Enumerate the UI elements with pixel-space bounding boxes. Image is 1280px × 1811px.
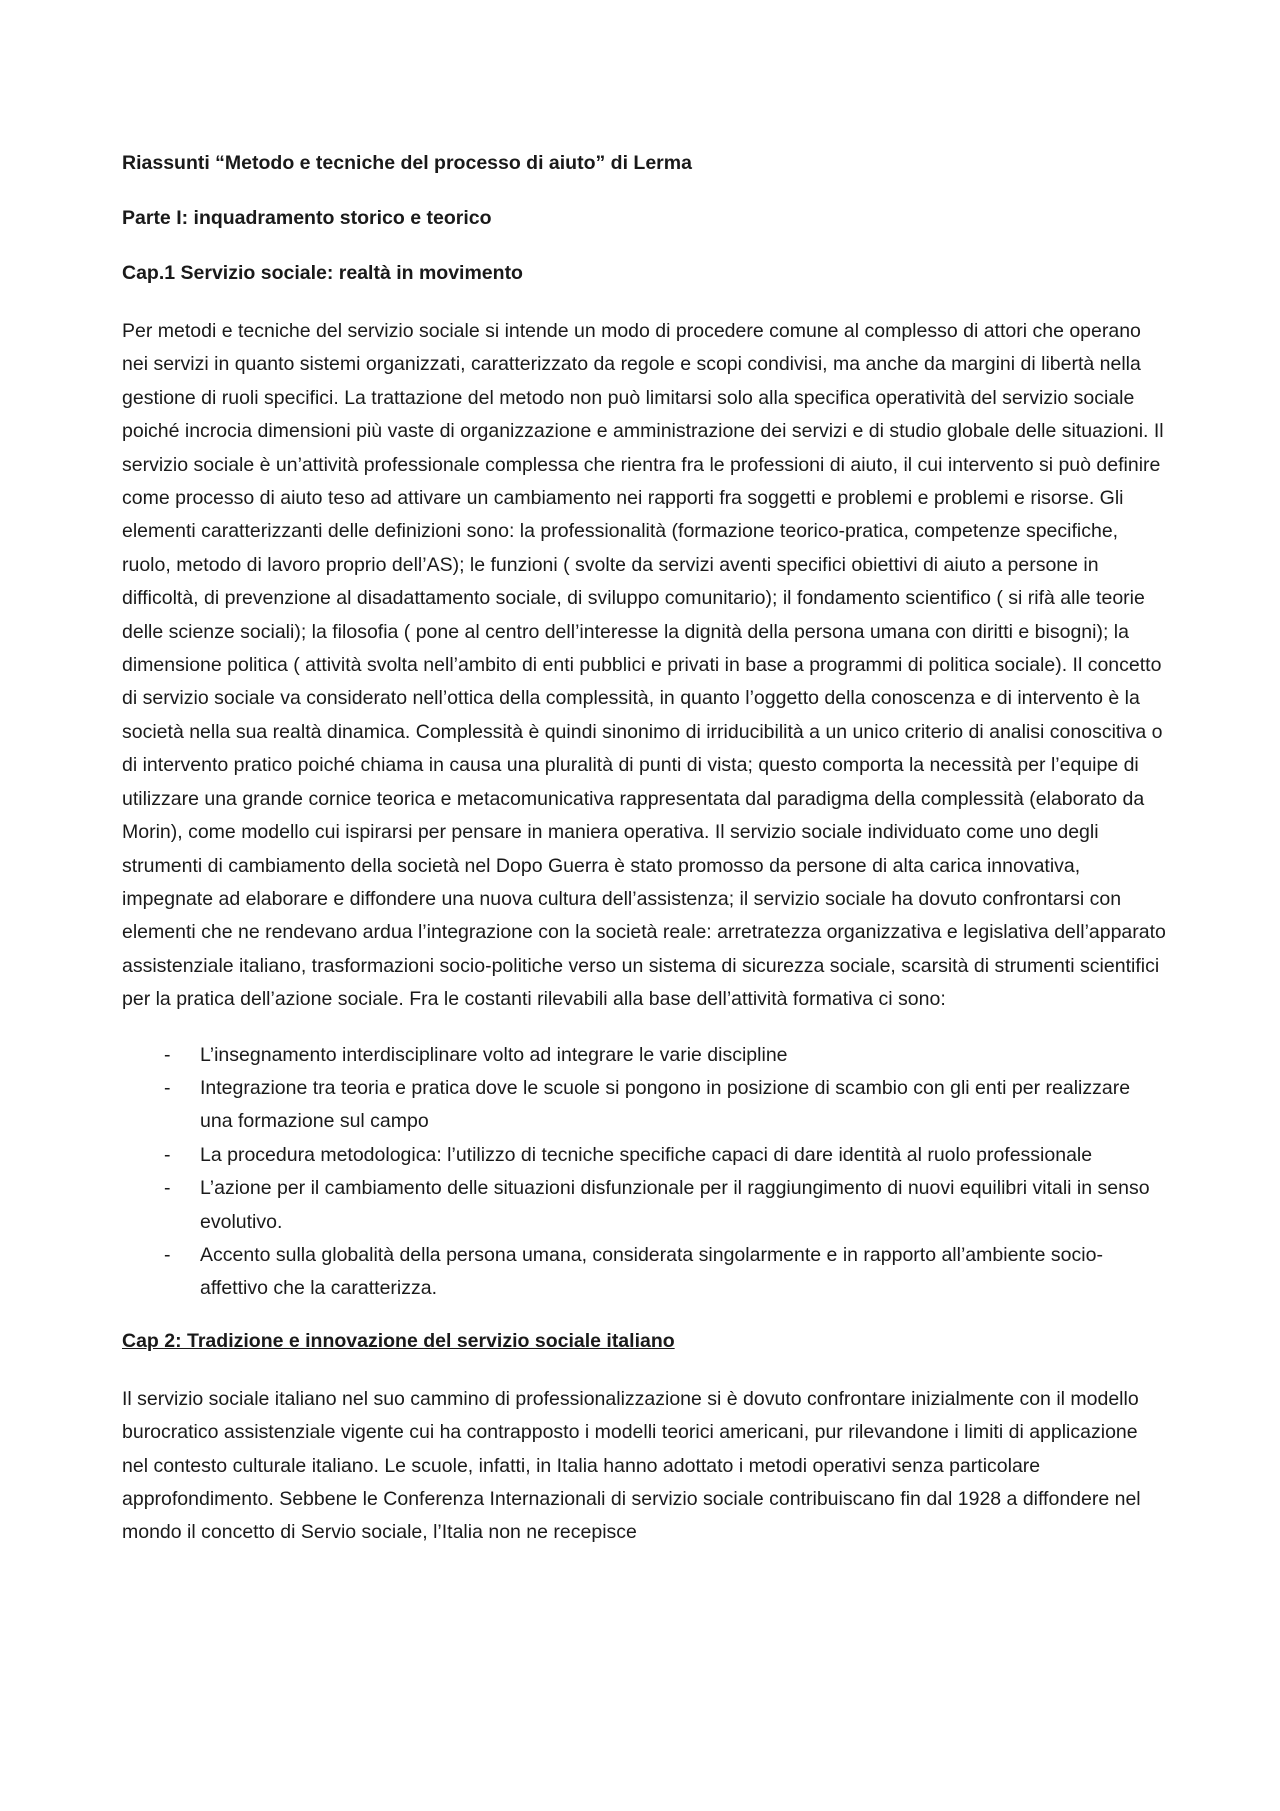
list-item-text: Accento sulla globalità della persona umana, considerata singolarmente e in rapporto all’ambiente socio-affettivo che la caratterizza. xyxy=(200,1243,1103,1300)
chapter-1-list xyxy=(122,1039,1167,1306)
document-page xyxy=(122,150,1167,1572)
chapter-1-paragraph: Per metodi e tecniche del servizio sociale si intende un modo di procedere comune al complesso di attori che operano nei servizi in quanto sistemi organizzati, caratterizzato da regole e scopi condivisi, ma anche da margini di libertà nella gestione di ruoli specifici. La trattazione del metodo non può limitarsi solo alla specifica operatività del servizio sociale poiché incrocia dimensioni più vaste di organizzazione e amministrazione dei servizi e di studio globale delle situazioni. Il servizio sociale è un’attività professionale complessa che rientra fra le professioni di aiuto, il cui intervento si può definire come processo di aiuto teso ad attivare un cambiamento nei rapporti fra soggetti e problemi e problemi e risorse. Gli elementi caratterizzanti delle definizioni sono: la professionalità (formazione teorico-pratica, competenze specifiche, ruolo, metodo di lavoro proprio dell’AS); le funzioni ( svolte da servizi aventi specifici obiettivi di aiuto a persone in difficoltà, di prevenzione al disadattamento sociale, di sviluppo comunitario); il fondamento scientifico ( si rifà alle teorie delle scienze sociali); la filosofia ( pone al centro dell’interesse la dignità della persona umana con diritti e bisogni); la dimensione politica ( attività svolta nell’ambito di enti pubblici e privati in base a programmi di politica sociale). Il concetto di servizio sociale va considerato nell’ottica della complessità, in quanto l’oggetto della conoscenza e di intervento è la società nella sua realtà dinamica. Complessità è quindi sinonimo di irriducibilità a un unico criterio di analisi conoscitiva o di intervento pratico poiché chiama in causa una pluralità di punti di vista; questo comporta la necessità per l’equipe di utilizzare una grande cornice teorica e metacomunicativa rappresentata dal paradigma della complessità (elaborato da Morin), come modello cui ispirarsi per pensare in maniera operativa. Il servizio sociale individuato come uno degli strumenti di cambiamento della società nel Dopo Guerra è stato promosso da persone di alta carica innovativa, impegnate ad elaborare e diffondere una nuova cultura dell’assistenza; il servizio sociale ha dovuto confrontarsi con elementi che ne rendevano ardua l’integrazione con la società reale: arretratezza organizzativa e legislativa dell’apparato assistenziale italiano, trasformazioni socio-politiche verso un sistema di sicurezza sociale, scarsità di strumenti scientifici per la pratica dell’azione sociale. Fra le costanti rilevabili alla base dell’attività formativa ci sono: xyxy=(122,320,1166,1011)
list-dash: - xyxy=(164,1143,171,1166)
list-item xyxy=(122,1239,1167,1306)
chapter-1-heading: Cap.1 Servizio sociale: realtà in movimento xyxy=(122,262,523,284)
list-dash: - xyxy=(164,1043,171,1066)
list-item-text: L’azione per il cambiamento delle situazioni disfunzionale per il raggiungimento di nuovi equilibri vitali in senso evolutivo. xyxy=(200,1177,1150,1233)
part-heading: Parte I: inquadramento storico e teorico xyxy=(122,207,492,229)
chapter-2-paragraph: Il servizio sociale italiano nel suo cammino di professionalizzazione si è dovuto confrontare inizialmente con il modello burocratico assistenziale vigente cui ha contrapposto i modelli teorici americani, pur rilevandone i limiti di applicazione nel contesto culturale italiano. Le scuole, infatti, in Italia hanno adottato i metodi operativi senza particolare approfondimento. Sebbene le Conferenza Internazionali di servizio sociale contribuiscano fin dal 1928 a diffondere nel mondo il concetto di Servio sociale, l’Italia non ne recepisce xyxy=(122,1387,1141,1544)
list-item-text: Integrazione tra teoria e pratica dove le scuole si pongono in posizione di scambio con gli enti per realizzare una formazione sul campo xyxy=(200,1076,1131,1133)
list-dash: - xyxy=(164,1243,171,1266)
document-title: Riassunti “Metodo e tecniche del processo di aiuto” di Lerma xyxy=(122,152,692,174)
chapter-2-heading: Cap 2: Tradizione e innovazione del servizio sociale italiano xyxy=(122,1329,675,1352)
list-item xyxy=(122,1139,1167,1172)
list-dash: - xyxy=(164,1076,171,1099)
list-dash: - xyxy=(164,1177,171,1200)
list-item xyxy=(122,1072,1167,1139)
list-item xyxy=(122,1039,1167,1072)
list-item-text: L’insegnamento interdisciplinare volto ad integrare le varie discipline xyxy=(200,1043,788,1066)
list-item xyxy=(122,1172,1167,1239)
list-item-text: La procedura metodologica: l’utilizzo di tecniche specifiche capaci di dare identità al ruolo professionale xyxy=(200,1143,1093,1166)
